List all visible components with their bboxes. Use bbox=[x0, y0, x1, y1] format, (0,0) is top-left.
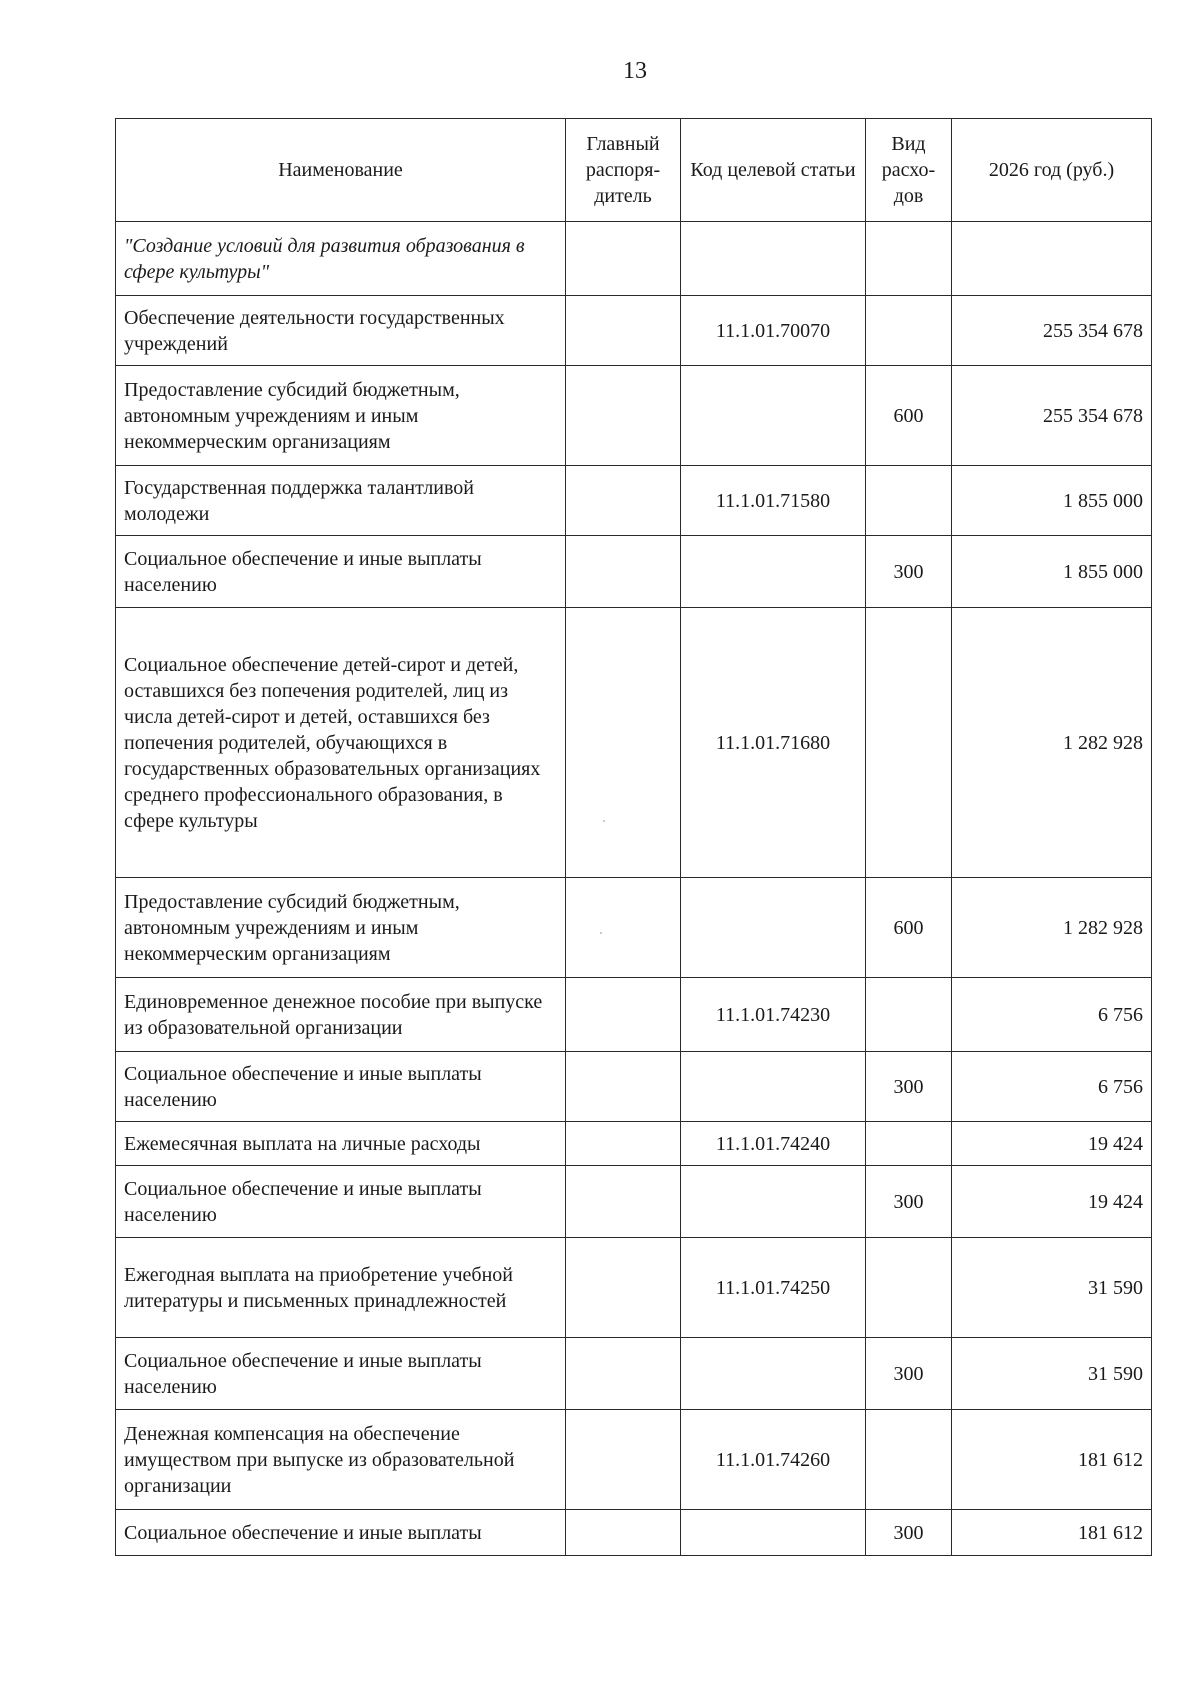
header-name: Наименование bbox=[116, 119, 566, 222]
row-code-cell bbox=[681, 1510, 866, 1556]
row-name-cell: Социальное обеспечение и иные выплаты населению bbox=[116, 536, 566, 608]
row-name-cell: Единовременное денежное пособие при выпуске из образовательной организации bbox=[116, 978, 566, 1052]
table-row bbox=[116, 1238, 1152, 1338]
header-expense-type: Вид расхо-дов bbox=[866, 119, 952, 222]
row-amount-cell: 181 612 bbox=[952, 1510, 1152, 1556]
row-name-cell: Социальное обеспечение и иные выплаты населению bbox=[116, 1166, 566, 1238]
row-name-cell: Социальное обеспечение и иные выплаты bbox=[116, 1510, 566, 1556]
row-amount-cell: 31 590 bbox=[952, 1238, 1152, 1338]
row-manager-cell bbox=[566, 466, 681, 536]
row-amount-cell: 1 282 928 bbox=[952, 608, 1152, 878]
table-row bbox=[116, 878, 1152, 978]
row-code-cell: 11.1.01.70070 bbox=[681, 296, 866, 366]
row-manager-cell bbox=[566, 978, 681, 1052]
row-expense-type-cell bbox=[866, 1410, 952, 1510]
row-amount-cell bbox=[952, 222, 1152, 296]
row-expense-type-cell bbox=[866, 1122, 952, 1166]
row-manager-cell bbox=[566, 222, 681, 296]
table-row bbox=[116, 978, 1152, 1052]
row-name-cell: Денежная компенсация на обеспечение имуществом при выпуске из образовательной организации bbox=[116, 1410, 566, 1510]
table-row bbox=[116, 222, 1152, 296]
budget-table bbox=[115, 118, 1152, 1556]
row-code-cell: 11.1.01.74230 bbox=[681, 978, 866, 1052]
row-expense-type-cell bbox=[866, 978, 952, 1052]
row-amount-cell: 1 855 000 bbox=[952, 536, 1152, 608]
table-row bbox=[116, 536, 1152, 608]
row-expense-type-cell: 300 bbox=[866, 1052, 952, 1122]
row-expense-type-cell bbox=[866, 296, 952, 366]
row-code-cell bbox=[681, 222, 866, 296]
table-row bbox=[116, 1410, 1152, 1510]
scan-speck bbox=[600, 932, 602, 934]
row-name-cell: Социальное обеспечение детей-сирот и детей, оставшихся без попечения родителей, лиц из числа детей-сирот и детей, оставшихся без попечения родителей, обучающихся в государственных образовательных организациях среднего профессионального образования, в сфере культуры bbox=[116, 608, 566, 878]
row-amount-cell: 31 590 bbox=[952, 1338, 1152, 1410]
table-row bbox=[116, 1166, 1152, 1238]
row-code-cell: 11.1.01.71580 bbox=[681, 466, 866, 536]
row-expense-type-cell: 300 bbox=[866, 1338, 952, 1410]
table-row bbox=[116, 1122, 1152, 1166]
row-manager-cell bbox=[566, 536, 681, 608]
table-header-row bbox=[116, 119, 1152, 222]
table-row bbox=[116, 1338, 1152, 1410]
table-row bbox=[116, 1052, 1152, 1122]
row-code-cell bbox=[681, 536, 866, 608]
row-expense-type-cell: 600 bbox=[866, 366, 952, 466]
row-code-cell bbox=[681, 878, 866, 978]
row-code-cell bbox=[681, 1338, 866, 1410]
row-amount-cell: 6 756 bbox=[952, 978, 1152, 1052]
header-code: Код целевой статьи bbox=[681, 119, 866, 222]
row-expense-type-cell bbox=[866, 222, 952, 296]
row-manager-cell bbox=[566, 878, 681, 978]
row-amount-cell: 19 424 bbox=[952, 1166, 1152, 1238]
row-code-cell bbox=[681, 366, 866, 466]
table-body bbox=[116, 222, 1152, 1556]
row-manager-cell bbox=[566, 1122, 681, 1166]
row-amount-cell: 19 424 bbox=[952, 1122, 1152, 1166]
row-manager-cell bbox=[566, 1510, 681, 1556]
row-name-cell: Ежегодная выплата на приобретение учебной литературы и письменных принадлежностей bbox=[116, 1238, 566, 1338]
header-manager: Главный распоря-дитель bbox=[566, 119, 681, 222]
row-amount-cell: 1 855 000 bbox=[952, 466, 1152, 536]
row-manager-cell bbox=[566, 1410, 681, 1510]
row-manager-cell bbox=[566, 608, 681, 878]
row-expense-type-cell bbox=[866, 1238, 952, 1338]
row-manager-cell bbox=[566, 366, 681, 466]
row-manager-cell bbox=[566, 1166, 681, 1238]
row-manager-cell bbox=[566, 1238, 681, 1338]
row-expense-type-cell: 300 bbox=[866, 1510, 952, 1556]
row-expense-type-cell: 300 bbox=[866, 536, 952, 608]
row-name-cell: Государственная поддержка талантливой молодежи bbox=[116, 466, 566, 536]
row-code-cell: 11.1.01.74250 bbox=[681, 1238, 866, 1338]
row-amount-cell: 1 282 928 bbox=[952, 878, 1152, 978]
row-name-cell: "Создание условий для развития образования в сфере культуры" bbox=[116, 222, 566, 296]
row-name-cell: Предоставление субсидий бюджетным, автономным учреждениям и иным некоммерческим организациям bbox=[116, 366, 566, 466]
table-row bbox=[116, 366, 1152, 466]
table-row bbox=[116, 1510, 1152, 1556]
row-expense-type-cell: 300 bbox=[866, 1166, 952, 1238]
row-name-cell: Обеспечение деятельности государственных учреждений bbox=[116, 296, 566, 366]
row-code-cell: 11.1.01.74240 bbox=[681, 1122, 866, 1166]
row-amount-cell: 255 354 678 bbox=[952, 366, 1152, 466]
row-name-cell: Социальное обеспечение и иные выплаты населению bbox=[116, 1052, 566, 1122]
row-amount-cell: 181 612 bbox=[952, 1410, 1152, 1510]
scan-speck bbox=[603, 820, 605, 822]
row-expense-type-cell: 600 bbox=[866, 878, 952, 978]
table-row bbox=[116, 608, 1152, 878]
row-amount-cell: 255 354 678 bbox=[952, 296, 1152, 366]
row-expense-type-cell bbox=[866, 608, 952, 878]
row-code-cell: 11.1.01.74260 bbox=[681, 1410, 866, 1510]
row-manager-cell bbox=[566, 1052, 681, 1122]
row-expense-type-cell bbox=[866, 466, 952, 536]
table-row bbox=[116, 296, 1152, 366]
page-number: 13 bbox=[623, 58, 647, 84]
row-manager-cell bbox=[566, 296, 681, 366]
row-code-cell: 11.1.01.71680 bbox=[681, 608, 866, 878]
row-name-cell: Социальное обеспечение и иные выплаты населению bbox=[116, 1338, 566, 1410]
row-code-cell bbox=[681, 1166, 866, 1238]
row-amount-cell: 6 756 bbox=[952, 1052, 1152, 1122]
header-year-amount: 2026 год (руб.) bbox=[952, 119, 1152, 222]
row-name-cell: Предоставление субсидий бюджетным, автономным учреждениям и иным некоммерческим организациям bbox=[116, 878, 566, 978]
row-manager-cell bbox=[566, 1338, 681, 1410]
row-name-cell: Ежемесячная выплата на личные расходы bbox=[116, 1122, 566, 1166]
row-code-cell bbox=[681, 1052, 866, 1122]
table-row bbox=[116, 466, 1152, 536]
